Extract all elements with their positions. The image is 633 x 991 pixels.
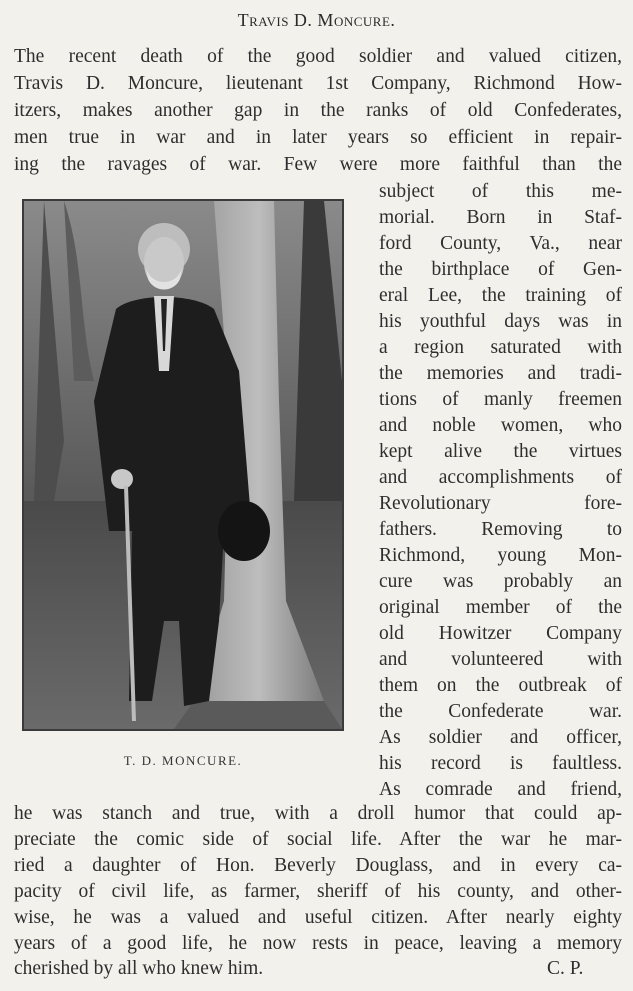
intro-line: ing the ravages of war. Few were more faithful than the: [14, 154, 622, 175]
side-line: Richmond, young Mon-: [379, 545, 622, 566]
side-line: and noble women, who: [379, 415, 622, 436]
side-line: his record is faultless.: [379, 753, 622, 774]
closing-line: years of a good life, he now rests in peace, leaving a memory: [14, 933, 622, 954]
closing-line: wise, he was a valued and useful citizen. After nearly eighty: [14, 907, 622, 928]
side-line: As comrade and friend,: [379, 779, 622, 800]
side-line: eral Lee, the training of: [379, 285, 622, 306]
intro-line: Travis D. Moncure, lieutenant 1st Company, Richmond How-: [14, 73, 622, 94]
side-line: the birthplace of Gen-: [379, 259, 622, 280]
side-line: the memories and tradi-: [379, 363, 622, 384]
closing-line: he was stanch and true, with a droll humor that could ap-: [14, 803, 622, 824]
closing-line: preciate the comic side of social life. After the war he mar-: [14, 829, 622, 850]
side-line: Revolutionary fore-: [379, 493, 622, 514]
intro-line: itzers, makes another gap in the ranks of old Confederates,: [14, 100, 622, 121]
side-line: original member of the: [379, 597, 622, 618]
side-line: them on the outbreak of: [379, 675, 622, 696]
side-line: his youthful days was in: [379, 311, 622, 332]
side-line: old Howitzer Company: [379, 623, 622, 644]
closing-line: ried a daughter of Hon. Beverly Douglass, and in every ca-: [14, 855, 622, 876]
closing-line: cherished by all who knew him.: [14, 958, 264, 979]
side-line: morial. Born in Staf-: [379, 207, 622, 228]
side-line: ford County, Va., near: [379, 233, 622, 254]
side-line: kept alive the virtues: [379, 441, 622, 462]
intro-line: men true in war and in later years so efficient in repair-: [14, 127, 622, 148]
photo-caption: T. D. MONCURE.: [123, 753, 243, 768]
side-line: fathers. Removing to: [379, 519, 622, 540]
portrait-photo: [22, 199, 344, 731]
side-line: the Confederate war.: [379, 701, 622, 722]
side-line: cure was probably an: [379, 571, 622, 592]
closing-line: pacity of civil life, as farmer, sheriff of his county, and other-: [14, 881, 622, 902]
side-line: tions of manly freemen: [379, 389, 622, 410]
side-line: a region saturated with: [379, 337, 622, 358]
side-line: and volunteered with: [379, 649, 622, 670]
side-line: and accomplishments of: [379, 467, 622, 488]
side-line: As soldier and officer,: [379, 727, 622, 748]
side-line: subject of this me-: [379, 181, 622, 202]
author-signature: C. P.: [547, 958, 584, 979]
intro-line: The recent death of the good soldier and valued citizen,: [14, 46, 622, 67]
article-title: Travis D. Moncure.: [237, 10, 396, 30]
